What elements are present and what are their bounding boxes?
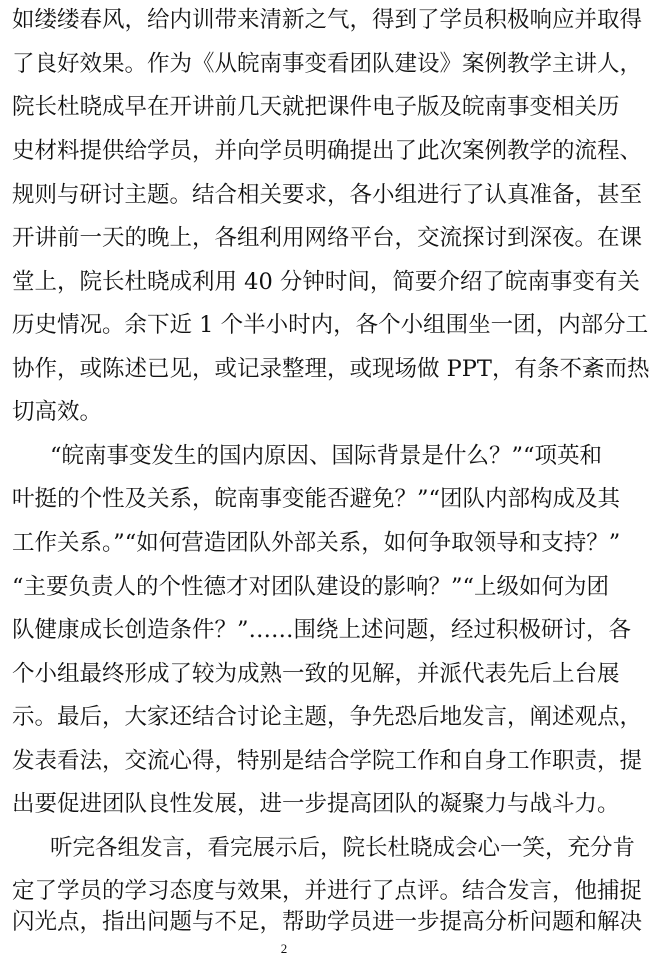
- paragraph-first-line: “皖南事变发生的国内原因、国际背景是什么？”“项英和: [50, 443, 603, 469]
- paragraph-first-line: 听完各组发言，看完展示后，院长杜晓成会心一笑，充分肯: [50, 835, 636, 861]
- text-line: 出要促进团队良性发展，进一步提高团队的凝聚力与战斗力。: [12, 791, 620, 817]
- page-number: 2: [280, 941, 288, 956]
- text-line: 个小组最终形成了较为成熟一致的见解，并派代表先后上台展: [12, 661, 620, 687]
- text-line: 如缕缕春风，给内训带来清新之气，得到了学员积极响应并取得: [12, 7, 643, 33]
- text-line: 开讲前一天的晚上，各组利用网络平台，交流探讨到深夜。在课: [12, 225, 643, 251]
- text-line: 队健康成长创造条件？”……围绕上述问题，经过积极研讨，各: [12, 617, 632, 643]
- text-line: 工作关系。”“如何营造团队外部关系，如何争取领导和支持？”: [12, 530, 621, 556]
- text-line: 历史情况。余下近 1 个半小时内，各个小组围坐一团，内部分工: [12, 312, 649, 338]
- text-line: 闪光点，指出问题与不足，帮助学员进一步提高分析问题和解决: [12, 909, 643, 935]
- text-line: 史材料提供给学员，并向学员明确提出了此次案例教学的流程、: [12, 138, 643, 164]
- text-line: 示。最后，大家还结合讨论主题，争先恐后地发言，阐述观点，: [12, 704, 643, 730]
- text-line: 院长杜晓成早在开讲前几天就把课件电子版及皖南事变相关历: [12, 94, 620, 120]
- text-line: 了良好效果。作为《从皖南事变看团队建设》案例教学主讲人，: [12, 51, 643, 77]
- text-line: 定了学员的学习态度与效果，并进行了点评。结合发言，他捕捉: [12, 878, 643, 904]
- text-line: 堂上，院长杜晓成利用 40 分钟时间，简要介绍了皖南事变有关: [12, 269, 640, 295]
- text-line: 协作，或陈述已见，或记录整理，或现场做 PPT，有条不紊而热: [12, 356, 649, 382]
- text-line: “主要负责人的个性德才对团队建设的影响？”“上级如何为团: [12, 574, 610, 600]
- text-line: 规则与研讨主题。结合相关要求，各小组进行了认真准备，甚至: [12, 182, 643, 208]
- text-line: 切高效。: [12, 399, 103, 425]
- text-line: 发表看法，交流心得，特别是结合学院工作和自身工作职责，提: [12, 748, 643, 774]
- text-line: 叶挺的个性及关系，皖南事变能否避免？”“团队内部构成及其: [12, 486, 621, 512]
